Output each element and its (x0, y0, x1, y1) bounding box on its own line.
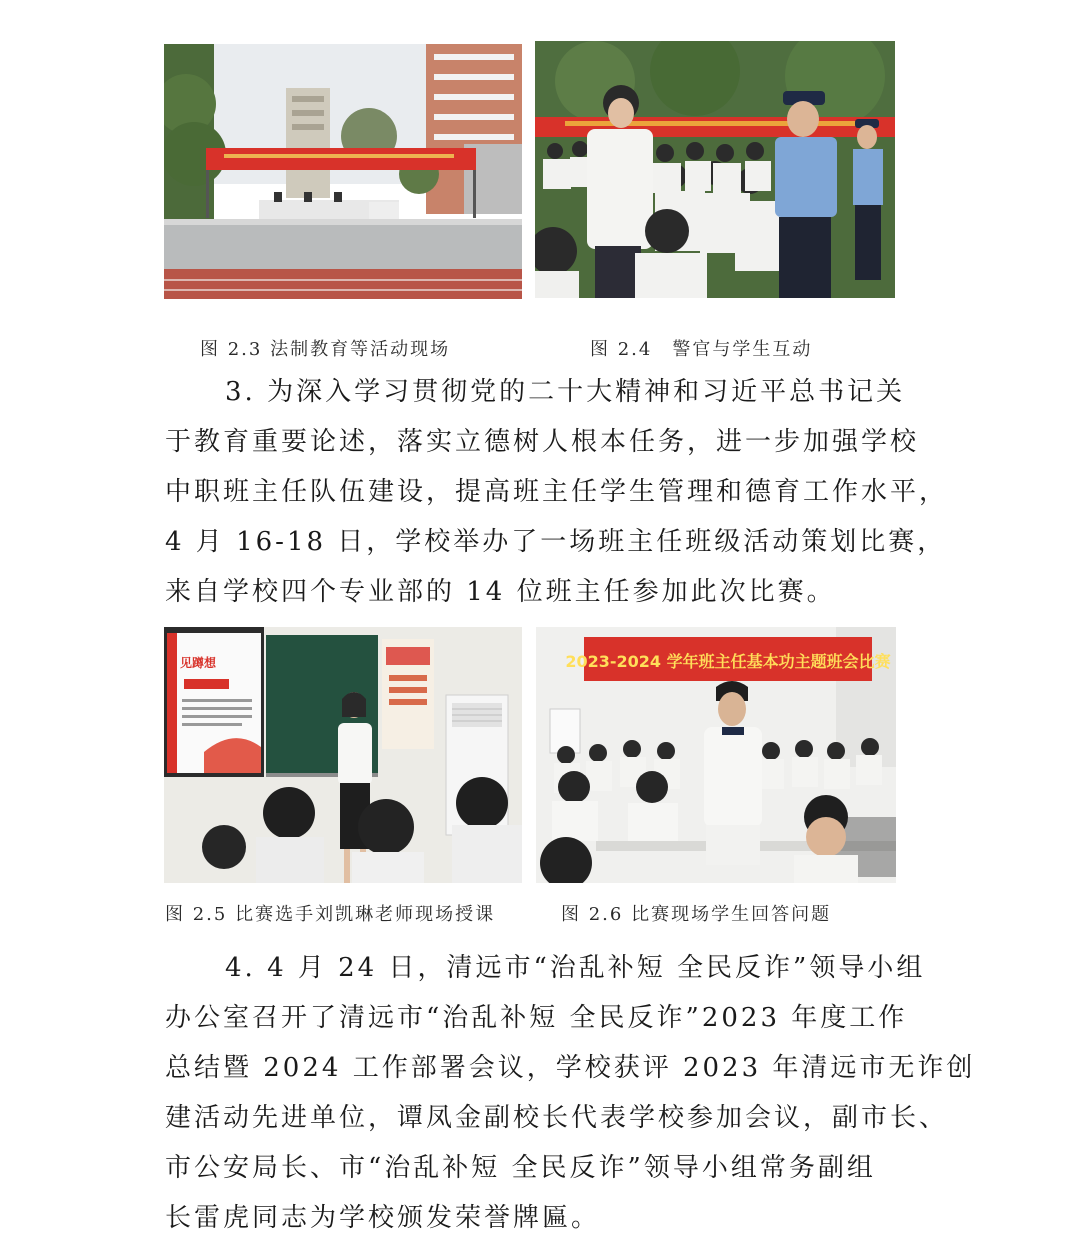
figure-caption-2-5: 图 2.5 比赛选手刘凯琳老师现场授课 (165, 904, 496, 925)
paragraph-3-line: 来自学校四个专业部的 14 位班主任参加此次比赛。 (165, 577, 836, 607)
figure-caption-2-3: 图 2.3 法制教育等活动现场 (200, 339, 451, 360)
paragraph-3-line: 于教育重要论述，落实立德树人根本任务，进一步加强学校 (165, 427, 920, 457)
paragraph-3-line: 3. 为深入学习贯彻党的二十大精神和习近平总书记关 (225, 377, 906, 407)
photo-student-answering (536, 627, 896, 883)
photo-legal-education-event (164, 44, 522, 299)
paragraph-4-line: 长雷虎同志为学校颁发荣誉牌匾。 (165, 1203, 601, 1233)
photo-teacher-lecture (164, 627, 522, 883)
competition-banner: 2023-2024 学年班主任基本功主题班会比赛 (565, 652, 891, 671)
paragraph-4-line: 4. 4 月 24 日，清远市“治乱补短 全民反诈”领导小组 (225, 953, 926, 983)
paragraph-4-line: 办公室召开了清远市“治乱补短 全民反诈”2023 年度工作 (165, 1003, 908, 1033)
paragraph-4-line: 总结暨 2024 工作部署会议，学校获评 2023 年清远市无诈创 (165, 1053, 976, 1083)
paragraph-3-line: 中职班主任队伍建设，提高班主任学生管理和德育工作水平， (165, 477, 949, 507)
slide-heading: 见蹲想 (180, 656, 217, 670)
paragraph-3-line: 4 月 16-18 日，学校举办了一场班主任班级活动策划比赛， (165, 527, 947, 557)
photo-police-student-interaction (535, 41, 895, 298)
paragraph-4 (165, 943, 976, 1243)
paragraph-4-line: 市公安局长、市“治乱补短 全民反诈”领导小组常务副组 (165, 1153, 876, 1183)
paragraph-4-line: 建活动先进单位，谭凤金副校长代表学校参加会议，副市长、 (165, 1103, 949, 1133)
figure-caption-2-6: 图 2.6 比赛现场学生回答问题 (561, 904, 832, 925)
figure-caption-2-4: 图 2.4 警官与学生互动 (590, 339, 813, 360)
paragraph-3 (165, 367, 949, 617)
